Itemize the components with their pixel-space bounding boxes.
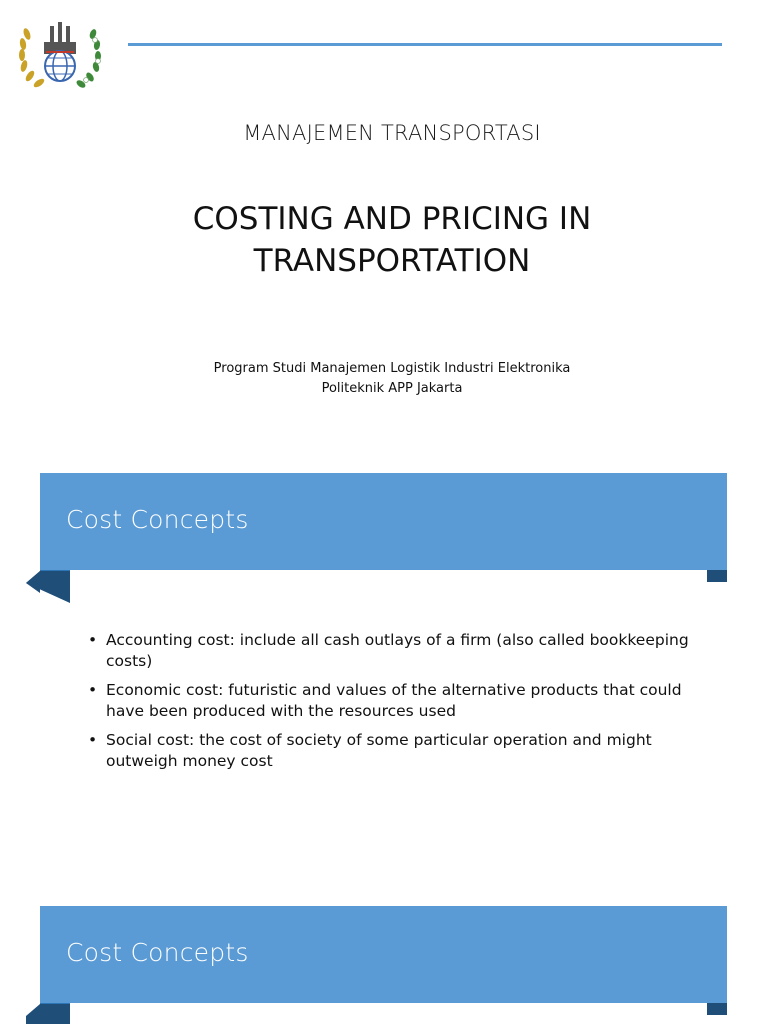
institution-emblem-icon	[14, 12, 106, 96]
bullet-list	[88, 630, 708, 780]
bullet-icon: •	[88, 631, 98, 649]
program-line-1: Program Studi Manajemen Logistik Industri Elektronika	[213, 361, 571, 376]
bullet-text: Social cost: the cost of society of some particular operation and might outweigh money cost	[106, 731, 652, 770]
title-line-1: COSTING AND PRICING IN	[192, 201, 592, 237]
bullet-icon: •	[88, 731, 98, 749]
slide-heading: Cost Concepts	[66, 505, 249, 534]
slide-cost-concepts-2	[0, 906, 768, 1024]
bullet-text: Economic cost: futuristic and values of the alternative products that could have been produced with the resources used	[106, 681, 682, 720]
title-line-2: TRANSPORTATION	[253, 243, 531, 279]
bullet-text: Accounting cost: include all cash outlays of a firm (also called bookkeeping costs)	[106, 631, 689, 670]
program-line-2: Politeknik APP Jakarta	[321, 381, 463, 396]
list-item	[88, 630, 708, 672]
band-fold-right	[707, 570, 727, 582]
header-rule	[128, 43, 722, 46]
slide-heading: Cost Concepts	[66, 938, 249, 967]
title-slide	[0, 0, 768, 440]
presentation-title	[0, 198, 768, 282]
list-item	[88, 730, 708, 772]
program-info	[0, 359, 768, 399]
band-fold-right	[707, 1003, 727, 1015]
bullet-icon: •	[88, 681, 98, 699]
list-item	[88, 680, 708, 722]
course-title: MANAJEMEN TRANSPORTASI	[243, 121, 541, 145]
slide-cost-concepts-1	[0, 473, 768, 833]
